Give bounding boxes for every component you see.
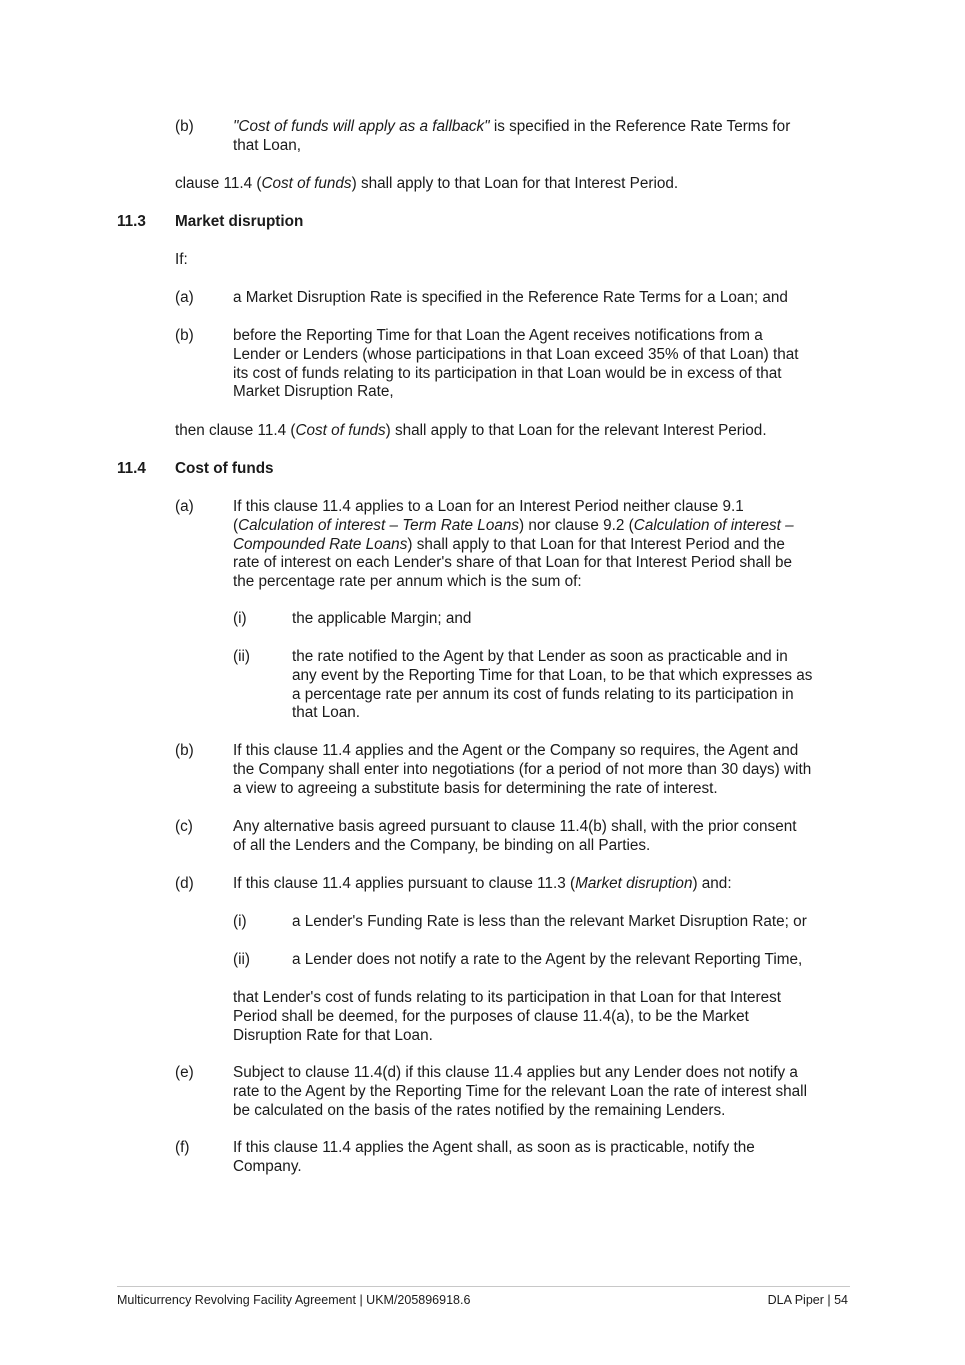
section-number: 11.4 bbox=[117, 460, 146, 477]
list-item-text: If this clause 11.4 applies and the Agent or the Company so requires, the Agent and the Company shall enter into negotiations (for a period of not more than 30 days) with a view to agreeing a substitute basis for determining the rate of interest. bbox=[233, 742, 812, 797]
sublist-item-text: the rate notified to the Agent by that Lender as soon as practicable and in any event by the Reporting Time for that Loan, to be that which expresses as a percentage rate per annum its cost of funds relating to its participation in that Loan. bbox=[292, 648, 813, 722]
footer-page-number: DLA Piper | 54 bbox=[767, 1293, 848, 1307]
list-item-text: before the Reporting Time for that Loan the Agent receives notifications from a Lender or Lenders (whose participations in that Loan exceed 35% of that Loan) that its cost of funds relating to its participation in that Loan would be in excess of that Market Disruption Rate, bbox=[233, 327, 799, 401]
sublist-item-text: the applicable Margin; and bbox=[292, 610, 472, 627]
section-heading: Market disruption bbox=[175, 213, 304, 230]
list-label: (b) bbox=[175, 118, 194, 135]
list-label: (c) bbox=[175, 818, 193, 835]
paragraph: If: bbox=[175, 251, 188, 268]
footer-document-reference: Multicurrency Revolving Facility Agreement | UKM/205896918.6 bbox=[117, 1293, 471, 1307]
sublist-label: (ii) bbox=[233, 951, 250, 968]
section-heading: Cost of funds bbox=[175, 460, 274, 477]
list-item-text: Subject to clause 11.4(d) if this clause 11.4 applies but any Lender does not notify a rate to the Agent by the Reporting Time for the relevant Loan the rate of interest shall be calculated on the basis of the rates notified by the remaining Lenders. bbox=[233, 1064, 807, 1119]
sublist-item-text: a Lender's Funding Rate is less than the relevant Market Disruption Rate; or bbox=[292, 913, 807, 930]
paragraph: that Lender's cost of funds relating to its participation in that Loan for that Interest Period shall be deemed, for the purposes of clause 11.4(a), to be the Market Disruption Rate for that Loan. bbox=[233, 989, 781, 1044]
footer-divider bbox=[117, 1286, 850, 1287]
quoted-term: "Cost of funds will apply as a fallback" bbox=[233, 118, 490, 135]
section-number: 11.3 bbox=[117, 213, 146, 230]
sublist-label: (i) bbox=[233, 913, 247, 930]
paragraph: then clause 11.4 (Cost of funds) shall apply to that Loan for the relevant Interest Period. bbox=[175, 422, 767, 439]
sublist-label: (ii) bbox=[233, 648, 250, 665]
list-item-text: Any alternative basis agreed pursuant to clause 11.4(b) shall, with the prior consent of all the Lenders and the Company, be binding on all Parties. bbox=[233, 818, 797, 854]
list-label: (d) bbox=[175, 875, 194, 892]
list-item-text: If this clause 11.4 applies to a Loan for an Interest Period neither clause 9.1 (Calculation of interest – Term Rate Loans) nor clause 9.2 (Calculation of interest – Compounded Rate Loans) shall apply to that Loan for that Interest Period and the rate of interest on each Lender's share of that Loan for that Interest Period shall be the percentage rate per annum which is the sum of: bbox=[233, 498, 794, 591]
list-label: (f) bbox=[175, 1139, 190, 1156]
list-label: (b) bbox=[175, 327, 194, 344]
intro-b-text: "Cost of funds will apply as a fallback" is specified in the Reference Rate Terms for that Loan, bbox=[233, 118, 791, 154]
list-label: (b) bbox=[175, 742, 194, 759]
sublist-item-text: a Lender does not notify a rate to the Agent by the relevant Reporting Time, bbox=[292, 951, 803, 968]
sublist-label: (i) bbox=[233, 610, 247, 627]
list-item-text: If this clause 11.4 applies the Agent shall, as soon as is practicable, notify the Company. bbox=[233, 1139, 755, 1175]
list-label: (a) bbox=[175, 498, 194, 515]
list-label: (a) bbox=[175, 289, 194, 306]
intro-closing-text: clause 11.4 (Cost of funds) shall apply to that Loan for that Interest Period. bbox=[175, 175, 679, 192]
list-item-text: If this clause 11.4 applies pursuant to clause 11.3 (Market disruption) and: bbox=[233, 875, 732, 892]
list-label: (e) bbox=[175, 1064, 194, 1081]
list-item-text: a Market Disruption Rate is specified in the Reference Rate Terms for a Loan; and bbox=[233, 289, 788, 306]
